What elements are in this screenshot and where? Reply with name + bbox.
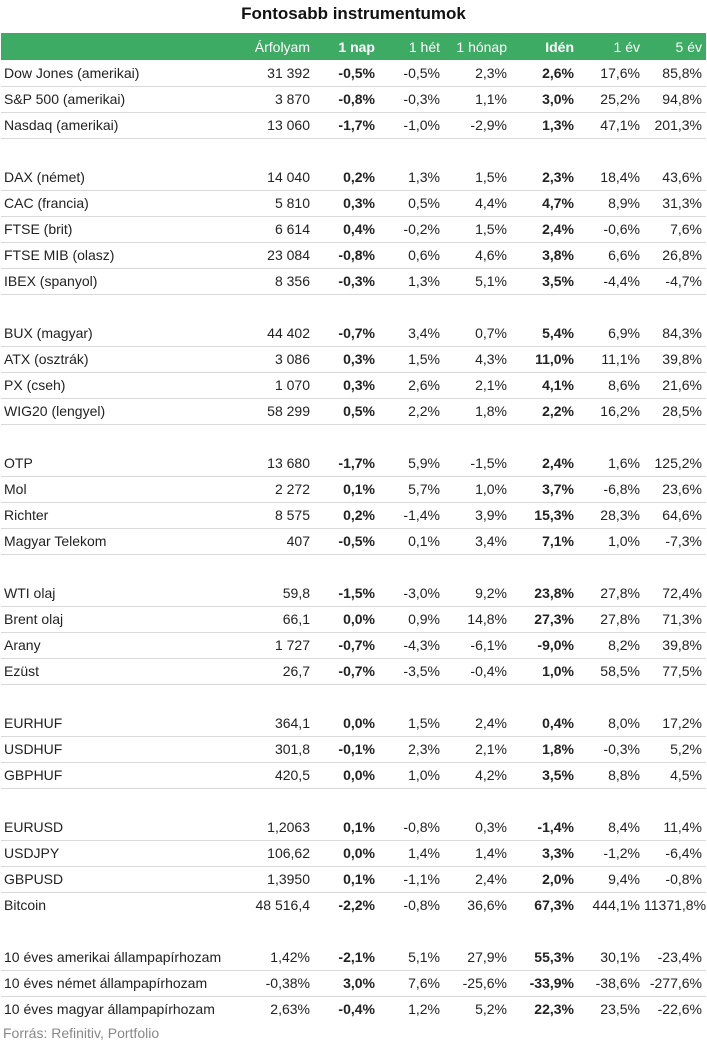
source-note: Forrás: Refinitiv, Portfolio	[3, 1025, 160, 1041]
cell-5-year: -4,7%	[644, 268, 706, 294]
header-1-year: 1 év	[613, 38, 640, 55]
cell-1-day: -0,5%	[314, 528, 379, 554]
instrument-name: EURUSD	[1, 814, 239, 840]
instrument-name: Ezüst	[1, 658, 239, 684]
cell-ytd: 3,3%	[511, 840, 578, 866]
instrument-name: IBEX (spanyol)	[1, 268, 239, 294]
cell-price: 3 086	[239, 346, 314, 372]
cell-1-year: -6,8%	[578, 476, 644, 502]
spacer-row	[1, 424, 706, 450]
cell-1-month: 5,2%	[475, 1001, 507, 1018]
cell-1-month: 2,3%	[444, 60, 511, 86]
cell-1-week: 2,3%	[379, 736, 444, 762]
cell-1-year: 23,5%	[600, 1001, 640, 1018]
instrument-name: USDHUF	[1, 736, 239, 762]
cell-1-year: 47,1%	[578, 112, 644, 138]
cell-1-year: -4,4%	[578, 268, 644, 294]
header-ytd: Idén	[545, 38, 574, 55]
cell-ytd: 1,0%	[511, 658, 578, 684]
table-row	[1, 840, 706, 866]
cell-1-month: 3,4%	[444, 528, 511, 554]
header-1-month: 1 hónap	[456, 38, 507, 55]
cell-price: 48 516,4	[255, 897, 310, 914]
cell-5-year: 85,8%	[644, 60, 706, 86]
table-row	[1, 528, 706, 554]
cell-5-year: 11,4%	[644, 814, 706, 840]
cell-5-year: 125,2%	[644, 450, 706, 476]
cell-1-week: 3,4%	[379, 320, 444, 346]
table-row	[1, 710, 706, 736]
cell-1-month: 2,1%	[444, 736, 511, 762]
table-row	[1, 580, 706, 606]
cell-1-day: -0,8%	[314, 242, 379, 268]
cell-1-week: 1,2%	[408, 1001, 440, 1018]
cell-1-year: -38,6%	[578, 970, 644, 996]
spacer-row	[1, 788, 706, 814]
table-row	[1, 86, 706, 112]
spacer-cell	[1, 918, 706, 944]
table-row	[1, 450, 706, 476]
instrument-name: Brent olaj	[1, 606, 239, 632]
cell-ytd: -9,0%	[511, 632, 578, 658]
cell-1-year: 8,4%	[578, 814, 644, 840]
cell-1-year: 8,9%	[578, 190, 644, 216]
cell-1-month: 4,3%	[444, 346, 511, 372]
cell-price: 26,7	[239, 658, 314, 684]
cell-1-month: 0,3%	[444, 814, 511, 840]
table-row	[1, 892, 706, 918]
cell-price: 364,1	[239, 710, 314, 736]
cell-1-year: 58,5%	[578, 658, 644, 684]
cell-price: 407	[239, 528, 314, 554]
header-row	[1, 33, 706, 60]
cell-1-week: -0,5%	[379, 60, 444, 86]
cell-1-month: 0,7%	[444, 320, 511, 346]
instrument-name: Bitcoin	[4, 897, 47, 914]
cell-1-month: 1,5%	[444, 216, 511, 242]
header-name	[1, 33, 239, 60]
instrument-name: WIG20 (lengyel)	[1, 398, 239, 424]
cell-1-week: -0,8%	[403, 897, 440, 914]
spacer-cell	[1, 554, 706, 580]
cell-1-day: 0,0%	[314, 606, 379, 632]
cell-5-year: 17,2%	[644, 710, 706, 736]
cell-1-day: -2,2%	[338, 897, 375, 914]
cell-1-day: -0,7%	[314, 320, 379, 346]
cell-price: 2 272	[239, 476, 314, 502]
cell-5-year: 39,8%	[644, 632, 706, 658]
cell-1-month: 4,2%	[444, 762, 511, 788]
cell-ytd: -33,9%	[511, 970, 578, 996]
cell-1-year: 28,3%	[578, 502, 644, 528]
cell-1-week: 0,5%	[379, 190, 444, 216]
cell-price: 8 575	[239, 502, 314, 528]
header-5-year: 5 év	[675, 38, 702, 55]
cell-1-day: -0,5%	[314, 60, 379, 86]
table-title: Fontosabb instrumentumok	[241, 4, 466, 23]
table-row	[1, 346, 706, 372]
cell-1-week: -0,3%	[379, 86, 444, 112]
table-row	[1, 944, 706, 970]
cell-1-week: 7,6%	[379, 970, 444, 996]
cell-1-month: 36,6%	[467, 897, 507, 914]
cell-ytd: 15,3%	[511, 502, 578, 528]
cell-1-year: 9,4%	[578, 866, 644, 892]
table-row	[1, 112, 706, 138]
cell-ytd: 11,0%	[511, 346, 578, 372]
cell-price: 5 810	[239, 190, 314, 216]
cell-1-month: 5,1%	[444, 268, 511, 294]
cell-ytd: 3,5%	[511, 762, 578, 788]
table-row	[1, 372, 706, 398]
instrument-name: EURHUF	[1, 710, 239, 736]
cell-ytd: 2,3%	[511, 164, 578, 190]
table-row	[1, 60, 706, 86]
cell-1-year: 25,2%	[578, 86, 644, 112]
cell-1-day: 0,2%	[314, 502, 379, 528]
cell-1-month: 2,4%	[444, 866, 511, 892]
cell-ytd: 3,5%	[511, 268, 578, 294]
cell-price: 13 680	[239, 450, 314, 476]
instrument-name: Dow Jones (amerikai)	[1, 60, 239, 86]
cell-1-week: 0,1%	[379, 528, 444, 554]
cell-price: 301,8	[239, 736, 314, 762]
instrument-name: WTI olaj	[1, 580, 239, 606]
cell-1-month: -1,5%	[444, 450, 511, 476]
instrument-name: GBPUSD	[1, 866, 239, 892]
instrument-name: Mol	[1, 476, 239, 502]
table-row	[1, 866, 706, 892]
instrument-name: Magyar Telekom	[1, 528, 239, 554]
cell-price: 106,62	[239, 840, 314, 866]
cell-1-day: 0,1%	[314, 476, 379, 502]
cell-5-year: 77,5%	[644, 658, 706, 684]
cell-1-week: 1,3%	[379, 164, 444, 190]
cell-1-month: 4,4%	[444, 190, 511, 216]
cell-1-week: 1,0%	[379, 762, 444, 788]
cell-5-year: -22,6%	[657, 1001, 702, 1018]
cell-5-year: 64,6%	[644, 502, 706, 528]
cell-1-month: 9,2%	[444, 580, 511, 606]
cell-1-year: 18,4%	[578, 164, 644, 190]
cell-1-week: -3,0%	[379, 580, 444, 606]
cell-ytd: 27,3%	[511, 606, 578, 632]
cell-ytd: 3,0%	[511, 86, 578, 112]
cell-1-day: 0,0%	[314, 762, 379, 788]
cell-1-day: 0,0%	[314, 840, 379, 866]
table-row	[1, 970, 706, 996]
cell-price: 1 070	[239, 372, 314, 398]
cell-1-week: 5,9%	[379, 450, 444, 476]
cell-price: 44 402	[239, 320, 314, 346]
cell-1-year: 11,1%	[578, 346, 644, 372]
table-row	[1, 398, 706, 424]
table-row	[1, 996, 706, 1022]
cell-price: 14 040	[239, 164, 314, 190]
cell-ytd: 0,4%	[511, 710, 578, 736]
spacer-row	[1, 294, 706, 320]
cell-1-day: -0,3%	[314, 268, 379, 294]
cell-1-year: 16,2%	[578, 398, 644, 424]
cell-5-year: -23,4%	[644, 944, 706, 970]
cell-5-year: 31,3%	[644, 190, 706, 216]
cell-1-week: -1,0%	[379, 112, 444, 138]
cell-ytd: -1,4%	[511, 814, 578, 840]
cell-1-year: 30,1%	[578, 944, 644, 970]
table-row	[1, 164, 706, 190]
cell-ytd: 3,8%	[511, 242, 578, 268]
cell-price: 31 392	[239, 60, 314, 86]
instrument-name: Arany	[1, 632, 239, 658]
cell-price: 58 299	[239, 398, 314, 424]
cell-1-month: 1,4%	[444, 840, 511, 866]
cell-ytd: 23,8%	[511, 580, 578, 606]
cell-5-year: 23,6%	[644, 476, 706, 502]
cell-1-week: 2,2%	[379, 398, 444, 424]
cell-1-day: -0,7%	[314, 658, 379, 684]
header-1-day: 1 nap	[338, 38, 375, 55]
cell-ytd: 2,4%	[511, 450, 578, 476]
instrument-name: OTP	[1, 450, 239, 476]
table-row	[1, 736, 706, 762]
cell-1-day: 0,1%	[314, 814, 379, 840]
spacer-row	[1, 554, 706, 580]
cell-ytd: 2,0%	[511, 866, 578, 892]
cell-1-month: 2,1%	[444, 372, 511, 398]
cell-5-year: 71,3%	[644, 606, 706, 632]
cell-ytd: 2,6%	[511, 60, 578, 86]
cell-1-day: 0,2%	[314, 164, 379, 190]
cell-ytd: 4,7%	[511, 190, 578, 216]
cell-5-year: 28,5%	[644, 398, 706, 424]
cell-1-year: 1,6%	[578, 450, 644, 476]
table-row	[1, 242, 706, 268]
cell-1-month: 27,9%	[444, 944, 511, 970]
cell-1-day: -0,4%	[338, 1001, 375, 1018]
cell-ytd: 1,3%	[511, 112, 578, 138]
cell-price: 2,63%	[270, 1001, 310, 1018]
spacer-cell	[1, 138, 706, 164]
cell-1-week: 1,4%	[379, 840, 444, 866]
cell-5-year: 39,8%	[644, 346, 706, 372]
table-row	[1, 320, 706, 346]
cell-1-week: 5,7%	[379, 476, 444, 502]
cell-1-week: -3,5%	[379, 658, 444, 684]
cell-1-year: 17,6%	[578, 60, 644, 86]
table-row	[1, 762, 706, 788]
cell-1-day: 0,4%	[314, 216, 379, 242]
cell-1-year: -0,6%	[578, 216, 644, 242]
cell-1-week: -0,2%	[379, 216, 444, 242]
cell-1-day: 0,3%	[314, 190, 379, 216]
cell-1-day: 0,3%	[314, 372, 379, 398]
instrument-name: 10 éves magyar állampapírhozam	[4, 1001, 215, 1018]
cell-1-day: -0,8%	[314, 86, 379, 112]
instrument-name: GBPHUF	[1, 762, 239, 788]
cell-price: 59,8	[239, 580, 314, 606]
instrument-name: S&P 500 (amerikai)	[1, 86, 239, 112]
cell-5-year: 5,2%	[644, 736, 706, 762]
instrument-name: Richter	[1, 502, 239, 528]
spacer-cell	[1, 294, 706, 320]
cell-5-year: 4,5%	[644, 762, 706, 788]
cell-1-year: 444,1%	[592, 897, 640, 914]
instrument-name: FTSE MIB (olasz)	[1, 242, 239, 268]
table-row	[1, 502, 706, 528]
cell-1-month: 2,4%	[444, 710, 511, 736]
cell-price: -0,38%	[239, 970, 314, 996]
cell-1-year: 6,6%	[578, 242, 644, 268]
cell-1-week: -1,1%	[379, 866, 444, 892]
cell-1-day: -2,1%	[314, 944, 379, 970]
cell-1-day: -0,1%	[314, 736, 379, 762]
cell-5-year: -7,3%	[644, 528, 706, 554]
cell-1-year: 8,2%	[578, 632, 644, 658]
cell-ytd: 3,7%	[511, 476, 578, 502]
instrument-name: DAX (német)	[1, 164, 239, 190]
cell-5-year: -0,8%	[644, 866, 706, 892]
cell-5-year: 72,4%	[644, 580, 706, 606]
cell-1-month: 1,5%	[444, 164, 511, 190]
cell-1-month: 3,9%	[444, 502, 511, 528]
cell-5-year: 201,3%	[644, 112, 706, 138]
spacer-cell	[1, 424, 706, 450]
cell-ytd: 1,8%	[511, 736, 578, 762]
spacer-cell	[1, 788, 706, 814]
table-row	[1, 268, 706, 294]
cell-price: 420,5	[239, 762, 314, 788]
cell-1-year: 27,8%	[578, 580, 644, 606]
table-row	[1, 216, 706, 242]
cell-price: 1 727	[239, 632, 314, 658]
cell-1-week: -4,3%	[379, 632, 444, 658]
cell-1-week: 1,5%	[379, 710, 444, 736]
cell-ytd: 2,2%	[511, 398, 578, 424]
cell-ytd: 5,4%	[511, 320, 578, 346]
cell-price: 1,2063	[239, 814, 314, 840]
table-row	[1, 632, 706, 658]
instrument-name: CAC (francia)	[1, 190, 239, 216]
cell-ytd: 67,3%	[534, 897, 574, 914]
cell-1-month: 1,8%	[444, 398, 511, 424]
cell-price: 8 356	[239, 268, 314, 294]
cell-1-day: 3,0%	[314, 970, 379, 996]
cell-1-year: 6,9%	[578, 320, 644, 346]
spacer-row	[1, 138, 706, 164]
cell-1-week: 1,5%	[379, 346, 444, 372]
cell-5-year: -6,4%	[644, 840, 706, 866]
instrument-name: PX (cseh)	[1, 372, 239, 398]
instrument-name: Nasdaq (amerikai)	[1, 112, 239, 138]
cell-price: 23 084	[239, 242, 314, 268]
cell-1-day: 0,0%	[314, 710, 379, 736]
cell-1-month: 1,0%	[444, 476, 511, 502]
cell-5-year: 7,6%	[644, 216, 706, 242]
cell-ytd: 4,1%	[511, 372, 578, 398]
instrument-name: ATX (osztrák)	[1, 346, 239, 372]
cell-1-month: -0,4%	[444, 658, 511, 684]
cell-ytd: 2,4%	[511, 216, 578, 242]
instrument-name: BUX (magyar)	[1, 320, 239, 346]
cell-1-day: -1,7%	[314, 112, 379, 138]
cell-1-week: 0,6%	[379, 242, 444, 268]
cell-1-month: -2,9%	[444, 112, 511, 138]
table-row	[1, 476, 706, 502]
cell-price: 3 870	[239, 86, 314, 112]
cell-5-year: 94,8%	[644, 86, 706, 112]
cell-1-month: 1,1%	[444, 86, 511, 112]
cell-5-year: 84,3%	[644, 320, 706, 346]
table-body	[1, 60, 706, 1022]
cell-5-year: 21,6%	[644, 372, 706, 398]
instruments-table	[1, 33, 706, 1022]
cell-price: 6 614	[239, 216, 314, 242]
cell-ytd: 22,3%	[534, 1001, 574, 1018]
cell-1-day: -0,7%	[314, 632, 379, 658]
cell-price: 13 060	[239, 112, 314, 138]
cell-1-week: 2,6%	[379, 372, 444, 398]
cell-price: 1,42%	[239, 944, 314, 970]
cell-1-year: 8,8%	[578, 762, 644, 788]
cell-1-week: 0,9%	[379, 606, 444, 632]
cell-price: 1,3950	[239, 866, 314, 892]
cell-1-year: 8,6%	[578, 372, 644, 398]
cell-1-day: -1,5%	[314, 580, 379, 606]
cell-ytd: 55,3%	[511, 944, 578, 970]
cell-1-month: -6,1%	[444, 632, 511, 658]
cell-1-month: 14,8%	[444, 606, 511, 632]
table-row	[1, 190, 706, 216]
cell-1-week: 5,1%	[379, 944, 444, 970]
table-row	[1, 606, 706, 632]
cell-1-year: -1,2%	[578, 840, 644, 866]
instrument-name: FTSE (brit)	[1, 216, 239, 242]
cell-1-day: 0,1%	[314, 866, 379, 892]
cell-1-year: 1,0%	[578, 528, 644, 554]
spacer-row	[1, 684, 706, 710]
table-row	[1, 814, 706, 840]
cell-1-week: -1,4%	[379, 502, 444, 528]
cell-1-year: 8,0%	[578, 710, 644, 736]
cell-price: 66,1	[239, 606, 314, 632]
table-row	[1, 658, 706, 684]
cell-1-week: -0,8%	[379, 814, 444, 840]
cell-1-month: -25,6%	[444, 970, 511, 996]
cell-1-week: 1,3%	[379, 268, 444, 294]
cell-5-year: 26,8%	[644, 242, 706, 268]
cell-5-year: 43,6%	[644, 164, 706, 190]
cell-5-year: 11371,8%	[644, 897, 707, 914]
cell-1-day: -1,7%	[314, 450, 379, 476]
spacer-cell	[1, 684, 706, 710]
cell-ytd: 7,1%	[511, 528, 578, 554]
cell-1-day: 0,3%	[314, 346, 379, 372]
cell-5-year: -277,6%	[644, 970, 706, 996]
cell-1-month: 4,6%	[444, 242, 511, 268]
cell-1-year: -0,3%	[578, 736, 644, 762]
cell-1-day: 0,5%	[314, 398, 379, 424]
cell-1-year: 27,8%	[578, 606, 644, 632]
spacer-row	[1, 918, 706, 944]
header-1-week: 1 hét	[408, 38, 440, 55]
instrument-name: 10 éves amerikai állampapírhozam	[1, 944, 239, 970]
header-price: Árfolyam	[254, 38, 310, 55]
instrument-name: 10 éves német állampapírhozam	[1, 970, 239, 996]
instrument-name: USDJPY	[1, 840, 239, 866]
